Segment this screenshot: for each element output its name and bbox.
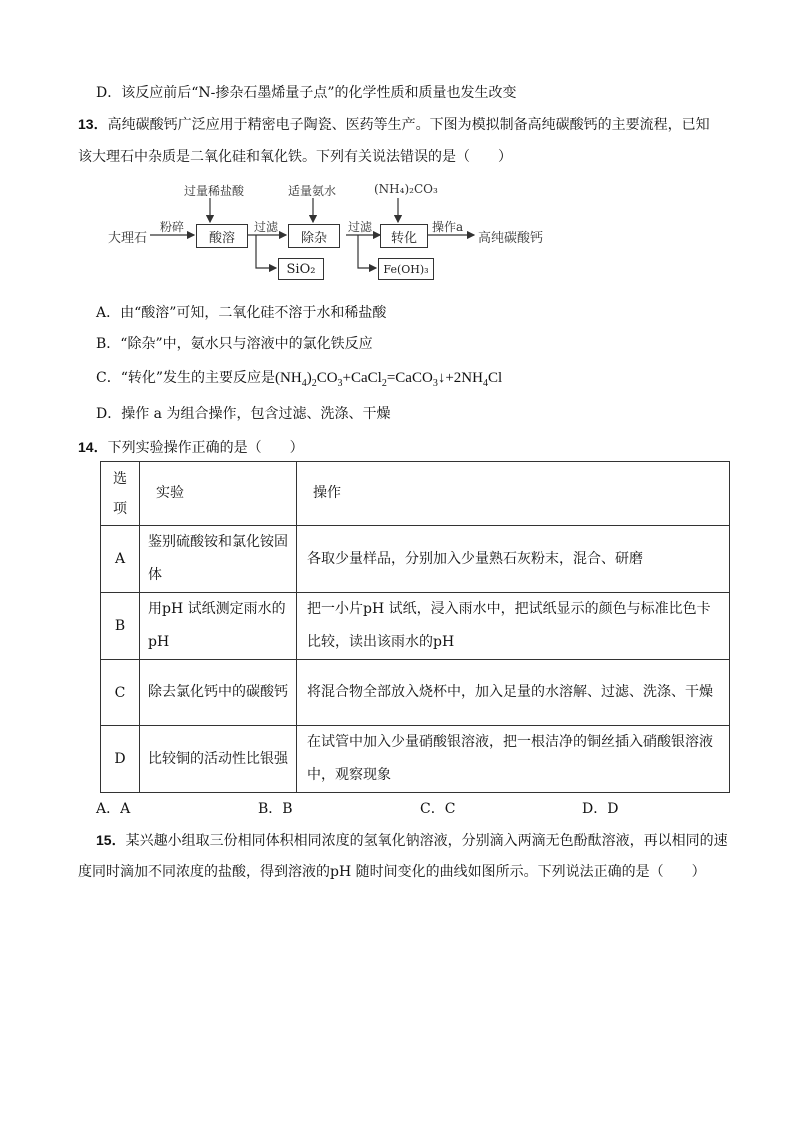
table-row	[101, 593, 730, 660]
q14-stem	[78, 437, 304, 457]
q15-stem1: 某兴趣小组取三份相同体积相同浓度的氢氧化钠溶液，分别滴入两滴无色酚酞溶液，再以相同的速	[125, 833, 728, 849]
flow-step4-label: 操作a	[432, 220, 464, 234]
q14-choices	[96, 798, 744, 818]
row-operation: 把一小片pH 试纸，浸入雨水中，把试纸显示的颜色与标准比色卡比较，读出该雨水的pH	[297, 593, 730, 660]
row-experiment: 除去氯化钙中的碳酸钙	[140, 660, 297, 726]
q13-stem1: 高纯碳酸钙广泛应用于精密电子陶瓷、医药等生产。下图为模拟制备高纯碳酸钙的主要流程，已知	[107, 117, 710, 133]
flow-step2-label: 过滤	[254, 220, 279, 234]
flow-reagent1: 过量稀盐酸	[184, 184, 245, 198]
flow-step3-label: 过滤	[348, 220, 373, 234]
q13-option-c-prefix: C．“转化”发生的主要反应是	[96, 370, 276, 386]
table-row	[101, 526, 730, 593]
row-option: D	[101, 726, 140, 793]
flow-product: 高纯碳酸钙	[478, 231, 544, 246]
q13-stem-line1	[78, 114, 710, 134]
flow-start: 大理石	[108, 231, 148, 246]
q14-number: 14．	[78, 439, 108, 455]
row-experiment: 比较铜的活动性比银强	[140, 726, 297, 793]
q13-option-b: B．“除杂”中，氨水只与溶液中的氯化铁反应	[96, 336, 373, 352]
flow-reagent2: 适量氨水	[288, 184, 337, 198]
header-experiment: 实验	[140, 462, 297, 526]
q15-stem-line2: 度同时滴加不同浓度的盐酸，得到溶液的pH 随时间变化的曲线如图所示。下列说法正确的是（ ）	[78, 864, 706, 880]
flow-residue-sio2: SiO₂	[278, 258, 324, 280]
q14-choice-d: D．D	[582, 801, 619, 817]
flow-box-acid-dissolve: 酸溶	[196, 224, 248, 248]
q14-table	[100, 461, 730, 793]
q14-stem-text: 下列实验操作正确的是（ ）	[107, 440, 304, 456]
row-option: B	[101, 593, 140, 660]
row-option: C	[101, 660, 140, 726]
table-header-row	[101, 462, 730, 526]
header-operation: 操作	[297, 462, 730, 526]
table-row	[101, 726, 730, 793]
flow-box-impurity-removal: 除杂	[288, 224, 340, 248]
row-operation: 各取少量样品，分别加入少量熟石灰粉末，混合、研磨	[297, 526, 730, 593]
q14-choice-a: A．A	[96, 801, 131, 817]
q15-stem-line1	[96, 830, 728, 850]
flow-step1-label: 粉碎	[160, 220, 185, 234]
q13-option-c	[96, 367, 502, 389]
q14-choice-c: C．C	[420, 801, 456, 817]
q15-number: 15．	[96, 832, 126, 848]
q14-choice-b: B．B	[258, 801, 293, 817]
row-option: A	[101, 526, 140, 593]
header-option: 选项	[101, 462, 140, 526]
row-experiment: 鉴别硫酸铵和氯化铵固体	[140, 526, 297, 593]
row-experiment: 用pH 试纸测定雨水的pH	[140, 593, 297, 660]
flow-box-conversion: 转化	[380, 224, 428, 248]
row-operation: 在试管中加入少量硝酸银溶液，把一根洁净的铜丝插入硝酸银溶液中，观察现象	[297, 726, 730, 793]
q12-option-d: D．该反应前后“N-掺杂石墨烯量子点”的化学性质和质量也发生改变	[96, 85, 517, 101]
q13-stem-line2: 该大理石中杂质是二氧化硅和氧化铁。下列有关说法错误的是（ ）	[78, 149, 512, 165]
table-row	[101, 660, 730, 726]
flow-reagent3: (NH₄)₂CO₃	[374, 182, 438, 196]
q13-flow-diagram	[108, 180, 568, 280]
q13-option-a: A．由“酸溶”可知，二氧化硅不溶于水和稀盐酸	[96, 305, 387, 321]
flow-residue-feoh3: Fe(OH)₃	[378, 258, 434, 280]
q13-number: 13．	[78, 116, 108, 132]
q13-option-c-equation: $(NH_4)_2CO_3+CaCl_2=CaCO_3↓+2NH_4Cl$	[275, 370, 503, 389]
row-operation: 将混合物全部放入烧杯中，加入足量的水溶解、过滤、洗涤、干燥	[297, 660, 730, 726]
q13-option-d: D．操作 a 为组合操作，包含过滤、洗涤、干燥	[96, 406, 391, 422]
